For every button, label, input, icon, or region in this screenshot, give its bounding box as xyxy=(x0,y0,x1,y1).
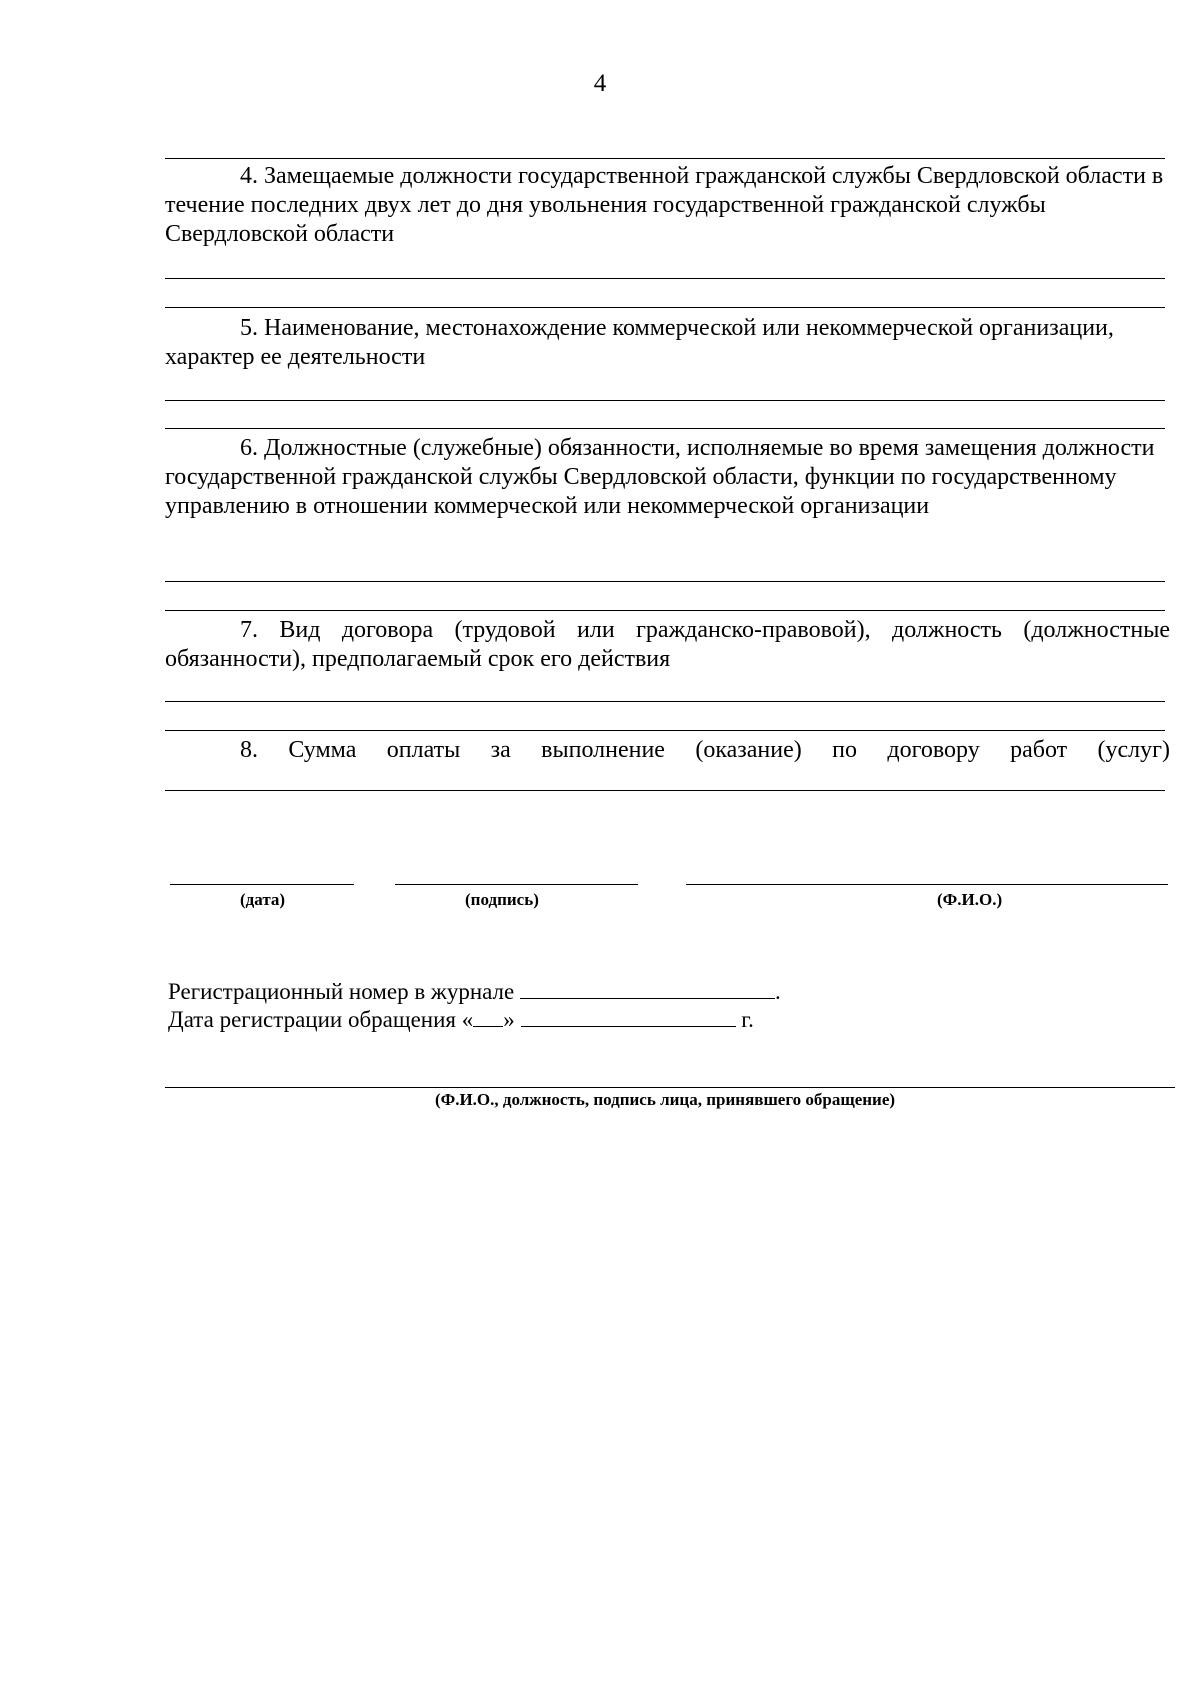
registration-date-end: г. xyxy=(741,1007,754,1032)
registration-day-field[interactable] xyxy=(473,1006,503,1027)
signature-line[interactable] xyxy=(395,884,638,885)
fill-line[interactable] xyxy=(165,278,1165,279)
fill-line[interactable] xyxy=(165,790,1165,791)
registration-date-row xyxy=(168,1006,754,1034)
fill-line[interactable] xyxy=(165,730,1165,731)
fill-line[interactable] xyxy=(165,581,1165,582)
item-5-text: 5. Наименование, местонахождение коммерческой или некоммерческой организации, характер ее деятельности xyxy=(165,315,1114,370)
item-6-text: 6. Должностные (служебные) обязанности, исполняемые во время замещения должности государственной гражданской службы Свердловской области, функции по государственному управлению в отношении коммерческой или некоммерческой организации xyxy=(165,435,1155,519)
registration-number-end: . xyxy=(774,979,781,1004)
registration-date-mid: » xyxy=(503,1007,515,1032)
receiver-caption: (Ф.И.О., должность, подпись лица, принявшего обращение) xyxy=(434,1090,896,1109)
rule-line xyxy=(165,158,1165,159)
name-line[interactable] xyxy=(686,884,1168,885)
receiver-line[interactable] xyxy=(165,1087,1175,1088)
registration-number-label: Регистрационный номер в журнале xyxy=(168,979,515,1004)
fill-line[interactable] xyxy=(165,610,1165,611)
item-4-text: 4. Замещаемые должности государственной гражданской службы Свердловской области в течение последних двух лет до дня увольнения государственной гражданской службы Свердловской области xyxy=(165,163,1164,247)
item-8-text: 8. Сумма оплаты за выполнение (оказание) по договору работ (услуг) xyxy=(240,737,1170,763)
registration-number-field[interactable] xyxy=(520,978,775,999)
signature-caption: (подпись) xyxy=(465,890,539,909)
fill-line[interactable] xyxy=(165,701,1165,702)
date-line[interactable] xyxy=(170,884,354,885)
fill-line[interactable] xyxy=(165,400,1165,401)
registration-month-field[interactable] xyxy=(521,1006,736,1027)
fill-line[interactable] xyxy=(165,307,1165,308)
registration-number-row xyxy=(168,978,781,1006)
registration-date-label: Дата регистрации обращения « xyxy=(168,1007,474,1032)
date-caption: (дата) xyxy=(240,890,286,909)
page-number: 4 xyxy=(593,70,607,97)
name-caption: (Ф.И.О.) xyxy=(937,890,1003,909)
fill-line[interactable] xyxy=(165,428,1165,429)
item-7-text: 7. Вид договора (трудовой или гражданско-правовой), должность (должностные обязанности), предполагаемый срок его действия xyxy=(165,617,1170,672)
